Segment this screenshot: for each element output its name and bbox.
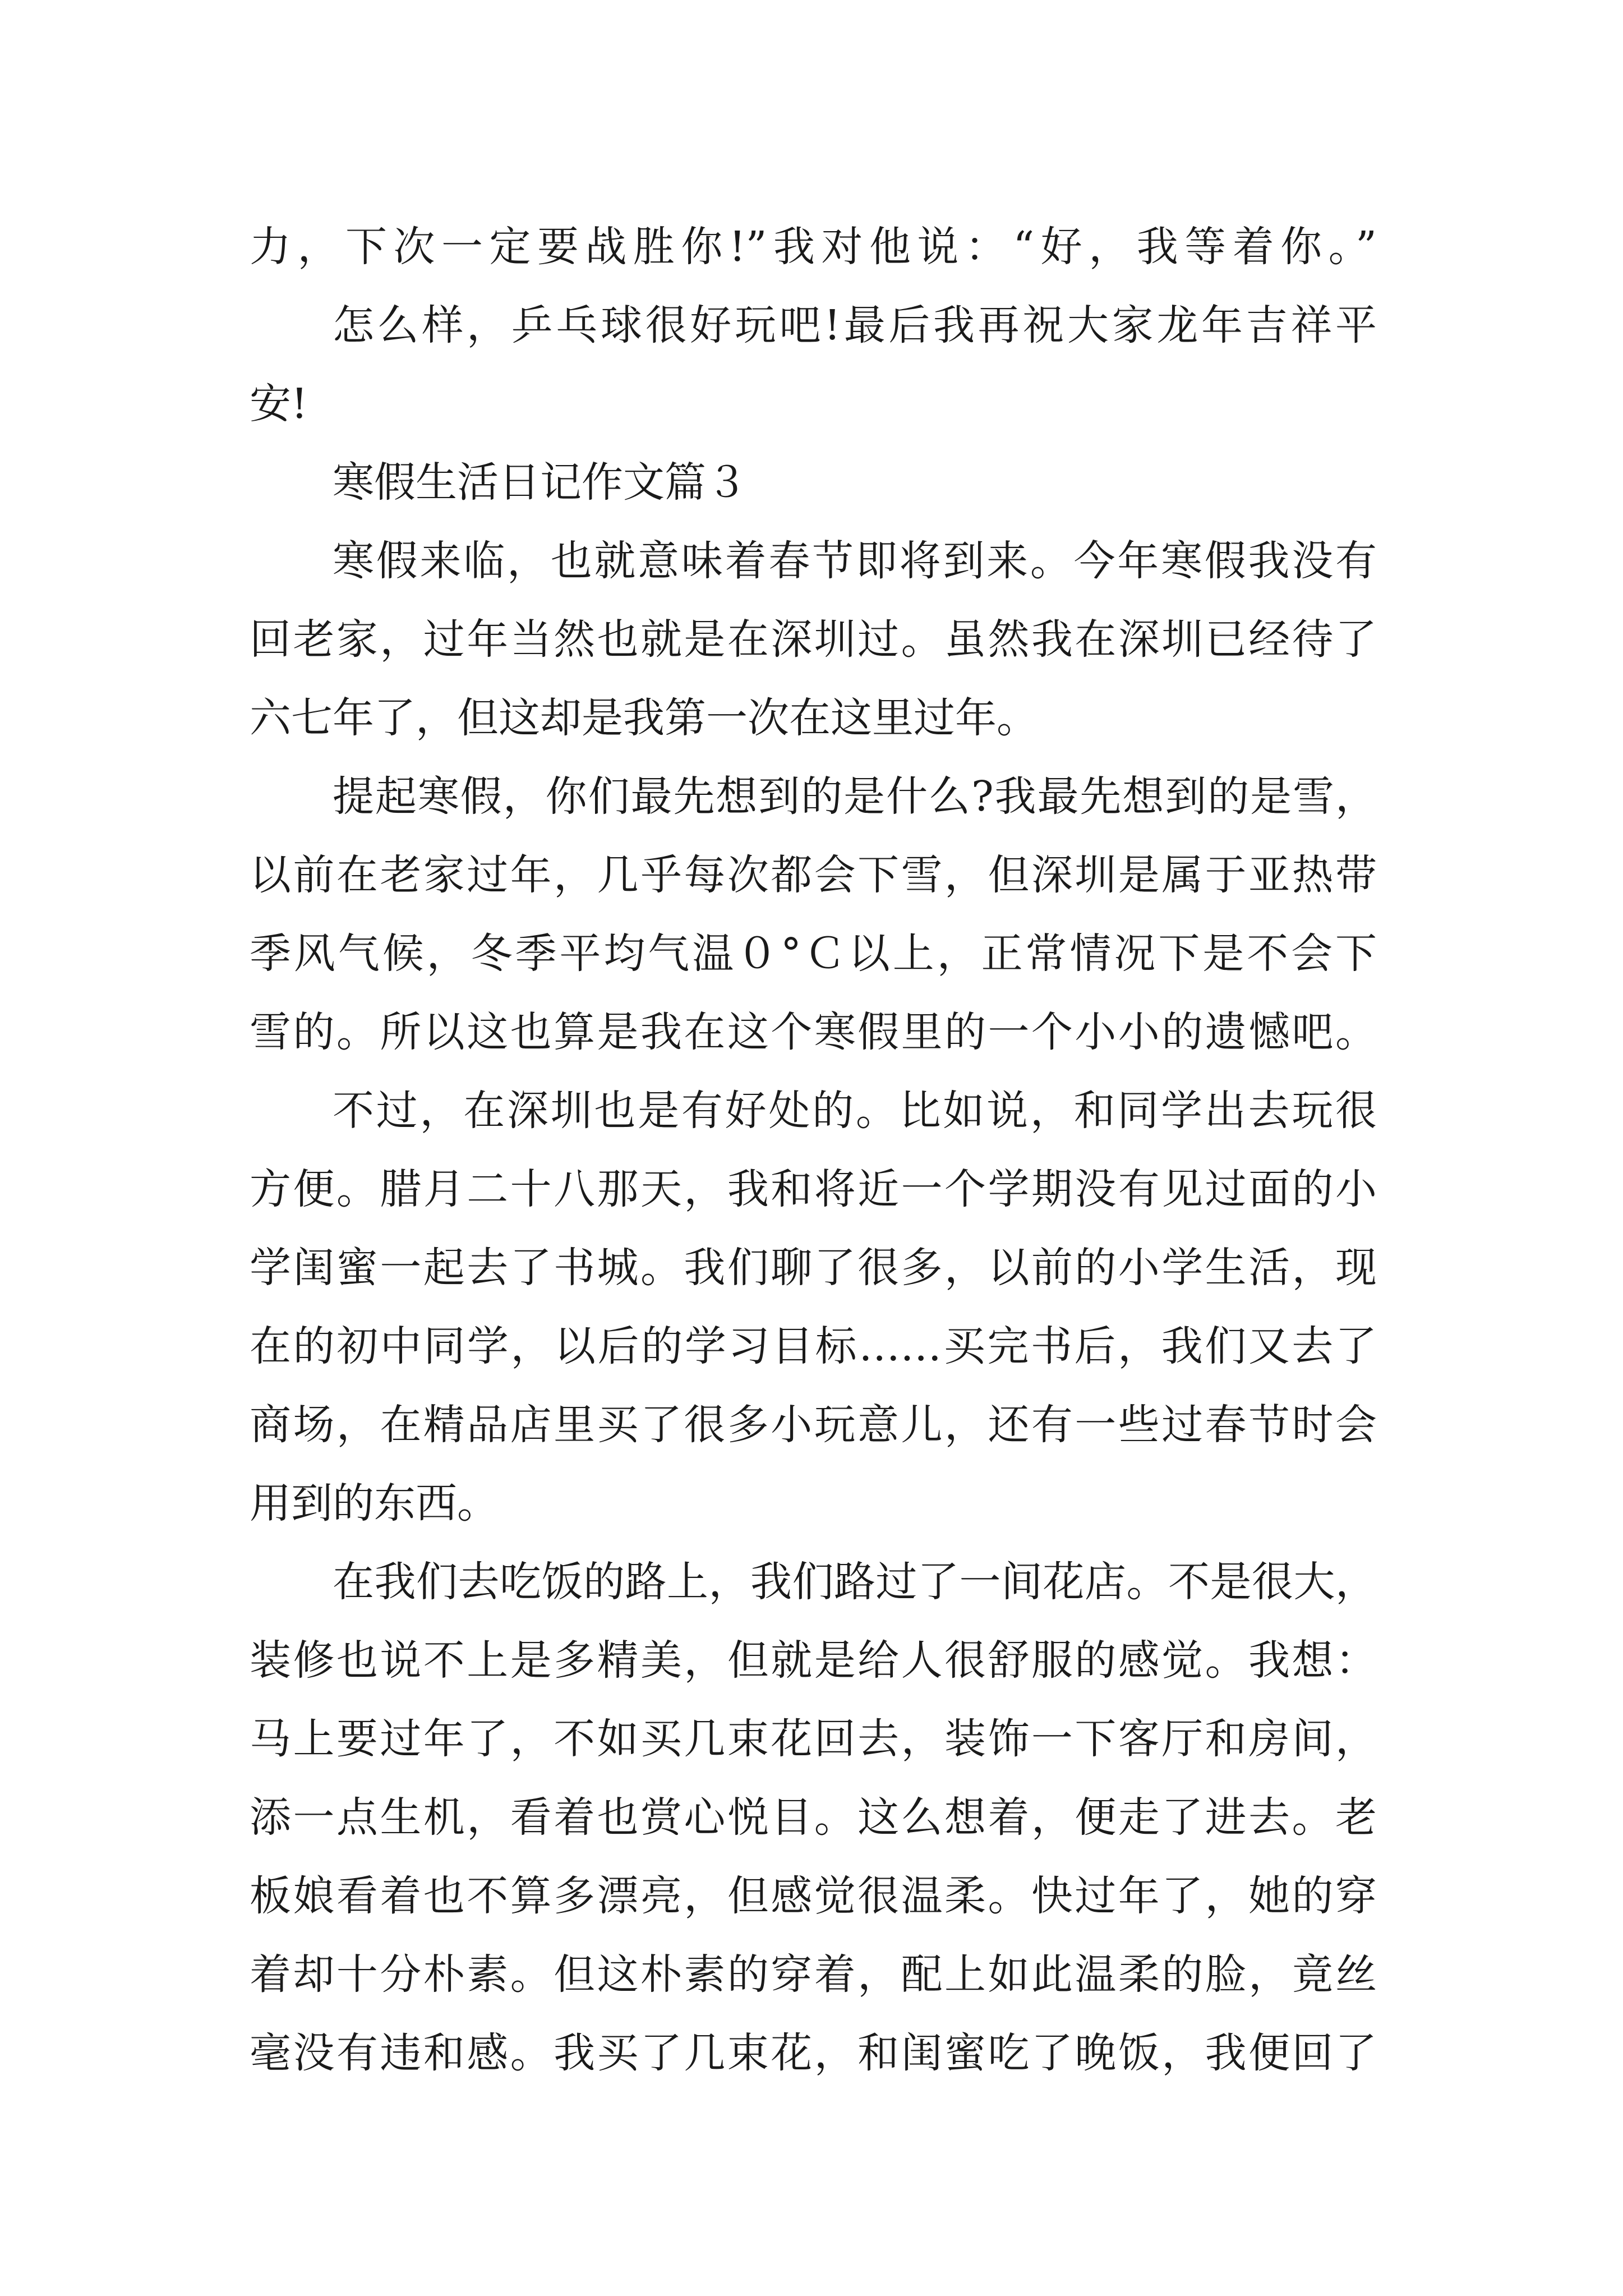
section-heading: 寒假生活日记作文篇３ [333,458,748,507]
text-line: 季风气候，冬季平均气温０°Ｃ以上，正常情况下是不会下 [250,930,1377,978]
text-line: 安! [250,380,308,428]
text-line: 六七年了，但这却是我第一次在这里过年。 [250,694,1038,742]
text-line: 着却十分朴素。但这朴素的穿着，配上如此温柔的脸，竟丝 [250,1950,1377,1999]
text-line: 雪的。所以这也算是我在这个寒假里的一个小小的遗憾吧。 [250,1008,1377,1056]
text-line: 商场，在精品店里买了很多小玩意儿，还有一些过春节时会 [250,1401,1377,1449]
text-line: 学闺蜜一起去了书城。我们聊了很多，以前的小学生活，现 [250,1244,1377,1292]
paragraph-start-line: 提起寒假，你们最先想到的是什么?我最先想到的是雪， [333,772,1377,821]
article-body [250,208,1377,2092]
text-line: 装修也说不上是多精美，但就是给人很舒服的感觉。我想： [250,1636,1377,1685]
text-line: 用到的东西。 [250,1479,499,1527]
text-line: 回老家，过年当然也就是在深圳过。虽然我在深圳已经待了 [250,615,1377,664]
text-line: 添一点生机，看着也赏心悦目。这么想着，便走了进去。老 [250,1793,1377,1842]
text-line: 板娘看着也不算多漂亮，但感觉很温柔。快过年了，她的穿 [250,1872,1377,1920]
text-line: 毫没有违和感。我买了几束花，和闺蜜吃了晚饭，我便回了 [250,2029,1377,2077]
text-line: 方便。腊月二十八那天，我和将近一个学期没有见过面的小 [250,1165,1377,1213]
paragraph-start-line: 不过，在深圳也是有好处的。比如说，和同学出去玩很 [333,1087,1377,1135]
paragraph-start-line: 怎么样，乒乓球很好玩吧!最后我再祝大家龙年吉祥平 [333,301,1377,349]
paragraph-start-line: 在我们去吃饭的路上，我们路过了一间花店。不是很大， [333,1558,1377,1606]
text-line: 以前在老家过年，几乎每次都会下雪，但深圳是属于亚热带 [250,851,1377,899]
text-line: 在的初中同学，以后的学习目标……买完书后，我们又去了 [250,1322,1377,1370]
text-line: 力，下次一定要战胜你!”我对他说：“好，我等着你。” [250,223,1377,271]
paragraph-start-line: 寒假来临，也就意味着春节即将到来。今年寒假我没有 [333,537,1377,585]
text-line: 马上要过年了，不如买几束花回去，装饰一下客厅和房间， [250,1715,1377,1763]
